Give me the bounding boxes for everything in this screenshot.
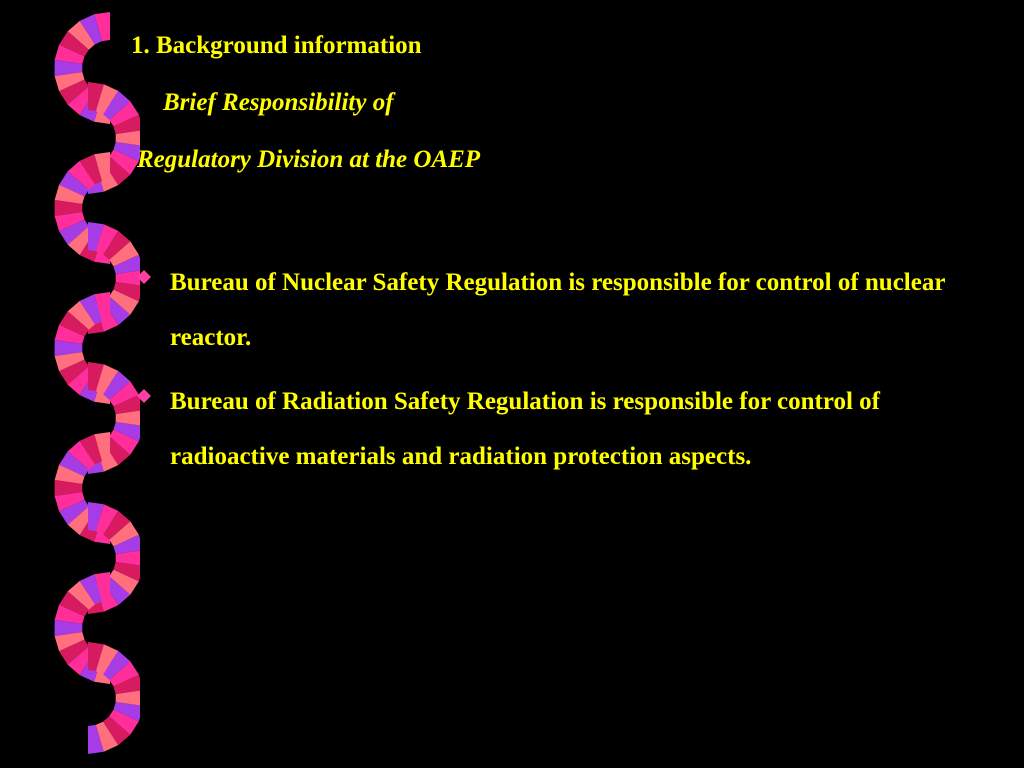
bullet-text: Bureau of Radiation Safety Regulation is responsible for control of radioactive materials and radiation protection aspects. xyxy=(170,388,880,470)
slide-subtitle-line1: Brief Responsibility of xyxy=(163,89,394,116)
wavy-ribbon-decoration xyxy=(0,0,140,768)
diamond-bullet-icon xyxy=(137,270,151,284)
bullet-text: Bureau of Nuclear Safety Regulation is responsible for control of nuclear reactor. xyxy=(170,269,945,351)
slide-title: 1. Background information xyxy=(131,32,422,59)
diamond-bullet-icon xyxy=(137,389,151,403)
slide-subtitle-line2: Regulatory Division at the OAEP xyxy=(137,146,481,173)
